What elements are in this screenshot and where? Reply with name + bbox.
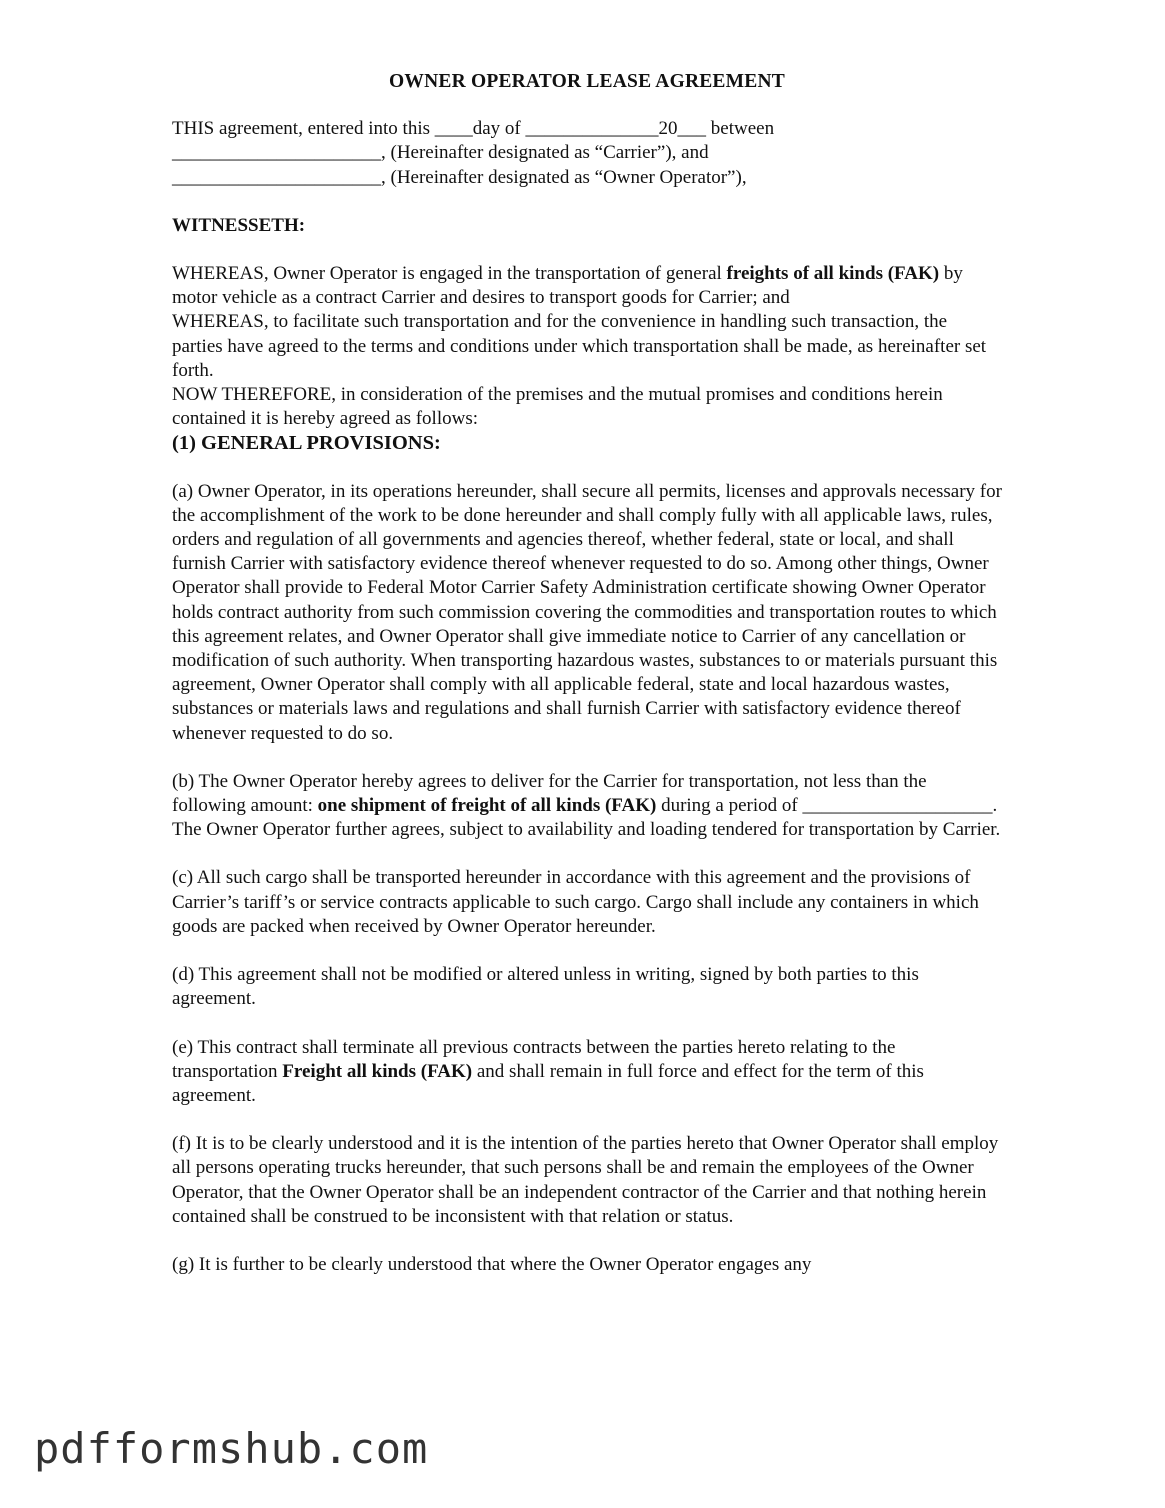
section-1-heading: (1) GENERAL PROVISIONS: [172, 432, 441, 455]
paragraph-e [172, 1036, 1002, 1109]
whereas1-text: WHEREAS, Owner Operator is engaged in the transportation of general [172, 263, 727, 285]
paragraph-a: (a) Owner Operator, in its operations hereunder, shall secure all permits, licenses and approvals necessary for the accomplishment of the work to be done hereunder and shall comply fully with all applicable laws, rules, orders and regulation of all governments and agencies thereof, whether federal, state or local, and shall furnish Carrier with satisfactory evidence thereof whenever requested to do so. Among other things, Owner Operator shall provide to Federal Motor Carrier Safety Administration certificate showing Owner Operator holds contract authority from such commission covering the commodities and transportation routes to which this agreement relates, and Owner Operator shall give immediate notice to Carrier of any cancellation or modification of such authority. When transporting hazardous wastes, substances to or materials pursuant this agreement, Owner Operator shall comply with all applicable federal, state and local hazardous wastes, substances or materials laws and regulations and shall furnish Carrier with satisfactory evidence thereof whenever requested to do so. [172, 480, 1002, 744]
para-e-text: (e) This contract shall terminate all previous contracts between the parties hereto relating to the transportation [172, 1036, 896, 1082]
paragraph-f: (f) It is to be clearly understood and it is the intention of the parties hereto that Owner Operator shall employ all persons operating trucks hereunder, that such persons shall be and remain the employees of the Owner Operator, that the Owner Operator shall be an independent contractor of the Carrier and that nothing herein contained shall be construed to be inconsistent with that relation or status. [172, 1133, 999, 1227]
para-b-text: (b) The Owner Operator hereby agrees to deliver for the Carrier for transportation, not less than the following amount: [172, 770, 927, 817]
whereas1-bold: freights of all kinds (FAK) [726, 263, 940, 285]
intro-line-1: THIS agreement, entered into this ____day of ______________20___ between [172, 118, 775, 140]
whereas-paragraph-1 [172, 262, 1002, 310]
document-page [172, 64, 1002, 1277]
watermark-text: pdfformshub.com [34, 1424, 429, 1473]
now-therefore-paragraph: NOW THEREFORE, in consideration of the premises and the mutual promises and conditions herein contained it is hereby agreed as follows: [172, 384, 943, 430]
document-title: OWNER OPERATOR LEASE AGREEMENT [389, 71, 785, 92]
whereas1-text-end: by motor vehicle as a contract Carrier and desires to transport goods for Carrier; and [172, 263, 963, 309]
para-e-text-end: and shall remain in full force and effect for the term of this agreement. [172, 1060, 924, 1106]
paragraph-g: (g) It is further to be clearly understood that where the Owner Operator engages any [172, 1253, 812, 1275]
intro-paragraph [172, 117, 1002, 190]
witnesseth-heading: WITNESSETH: [172, 214, 306, 236]
paragraph-c: (c) All such cargo shall be transported hereunder in accordance with this agreement and the provisions of Carrier’s tariff’s or service contracts applicable to such cargo. Cargo shall include any containers in which goods are packed when received by Owner Operator hereunder. [172, 867, 979, 937]
para-b-bold: one shipment of freight of all kinds (FAK) [317, 795, 657, 817]
intro-line-3: ______________________, (Hereinafter designated as “Owner Operator”), [172, 166, 747, 188]
para-e-bold: Freight all kinds (FAK) [282, 1060, 473, 1082]
paragraph-b [172, 770, 1002, 843]
para-b-text-end: during a period of ____________________. The Owner Operator further agrees, subject to availability and loading tendered for transportation by Carrier. [172, 795, 1001, 841]
paragraph-d: (d) This agreement shall not be modified or altered unless in writing, signed by both parties to this agreement. [172, 964, 919, 1010]
intro-line-2: ______________________, (Hereinafter designated as “Carrier”), and [172, 142, 709, 164]
whereas-paragraph-2: WHEREAS, to facilitate such transportation and for the convenience in handling such transaction, the parties have agreed to the terms and conditions under which transportation shall be made, as hereinafter set forth. [172, 311, 987, 381]
